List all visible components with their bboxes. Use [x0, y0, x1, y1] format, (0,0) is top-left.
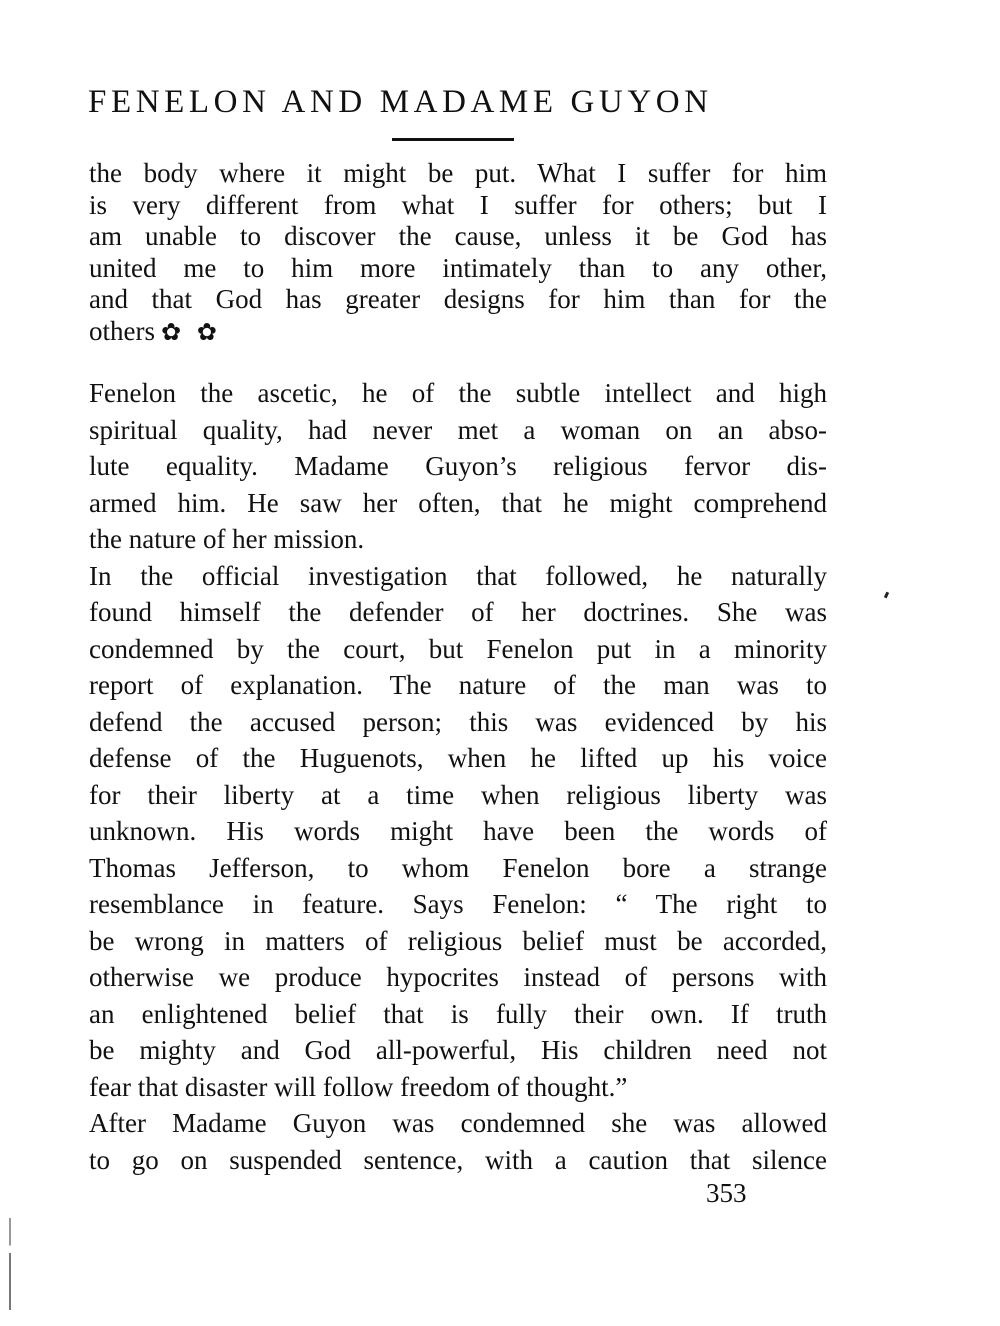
text-line: Thomas Jefferson, to whom Fenelon bore a strange	[89, 852, 827, 883]
text-line: otherwise we produce hypocrites instead of persons with	[89, 962, 827, 992]
text-line: an enlightened belief that is fully their own. If truth	[89, 998, 827, 1029]
text-line: be mighty and God all-powerful, His children need not	[89, 1035, 827, 1065]
text-line: the body where it might be put. What I suffer for him	[89, 158, 827, 188]
text-line-content: others	[89, 315, 155, 346]
text-line: spiritual quality, had never met a woman on an abso-	[89, 414, 827, 445]
text-line: united me to him more intimately than to any other,	[89, 252, 827, 283]
text-line: for their liberty at a time when religious liberty was	[89, 779, 827, 810]
text-line: In the official investigation that followed, he naturally	[89, 560, 827, 591]
running-head: FENELON AND MADAME GUYON	[88, 84, 713, 120]
text-line: After Madame Guyon was condemned she was allowed	[89, 1108, 827, 1138]
paragraph-investigation	[89, 558, 827, 1106]
text-line: lute equality. Madame Guyon’s religious fervor dis-	[89, 451, 827, 481]
text-line: is very different from what I suffer for others; but I	[89, 189, 827, 220]
text-line: armed him. He saw her often, that he might comprehend	[89, 487, 827, 518]
text-line	[89, 316, 827, 349]
scan-margin-line	[9, 1218, 11, 1310]
text-line: resemblance in feature. Says Fenelon: “ The right to	[89, 889, 827, 919]
text-line: found himself the defender of her doctrines. She was	[89, 597, 827, 627]
text-line: defend the accused person; this was evidenced by his	[89, 706, 827, 737]
text-line: defense of the Huguenots, when he lifted up his voice	[89, 743, 827, 773]
text-line: to go on suspended sentence, with a caution that silence	[89, 1144, 827, 1175]
text-line: unknown. His words might have been the words of	[89, 816, 827, 846]
body-text	[89, 375, 827, 1178]
text-line: the nature of her mission.	[89, 524, 365, 554]
paragraph-ascetic	[89, 375, 827, 558]
page-number: 353	[706, 1178, 747, 1208]
stray-ink-mark	[884, 592, 889, 599]
quote-paragraph	[89, 158, 827, 349]
text-line: Fenelon the ascetic, he of the subtle intellect and high	[89, 378, 827, 408]
paragraph-suspended-sentence	[89, 1105, 827, 1178]
text-line: report of explanation. The nature of the man was to	[89, 670, 827, 700]
header-rule	[392, 138, 514, 141]
fleuron-ornament-icon: ✿ ✿	[160, 317, 221, 346]
text-line: be wrong in matters of religious belief must be accorded,	[89, 925, 827, 956]
text-line: and that God has greater designs for him than for the	[89, 284, 827, 315]
text-line: condemned by the court, but Fenelon put in a minority	[89, 633, 827, 664]
text-line: am unable to discover the cause, unless it be God has	[89, 221, 827, 252]
text-line: fear that disaster will follow freedom of thought.”	[89, 1071, 628, 1102]
